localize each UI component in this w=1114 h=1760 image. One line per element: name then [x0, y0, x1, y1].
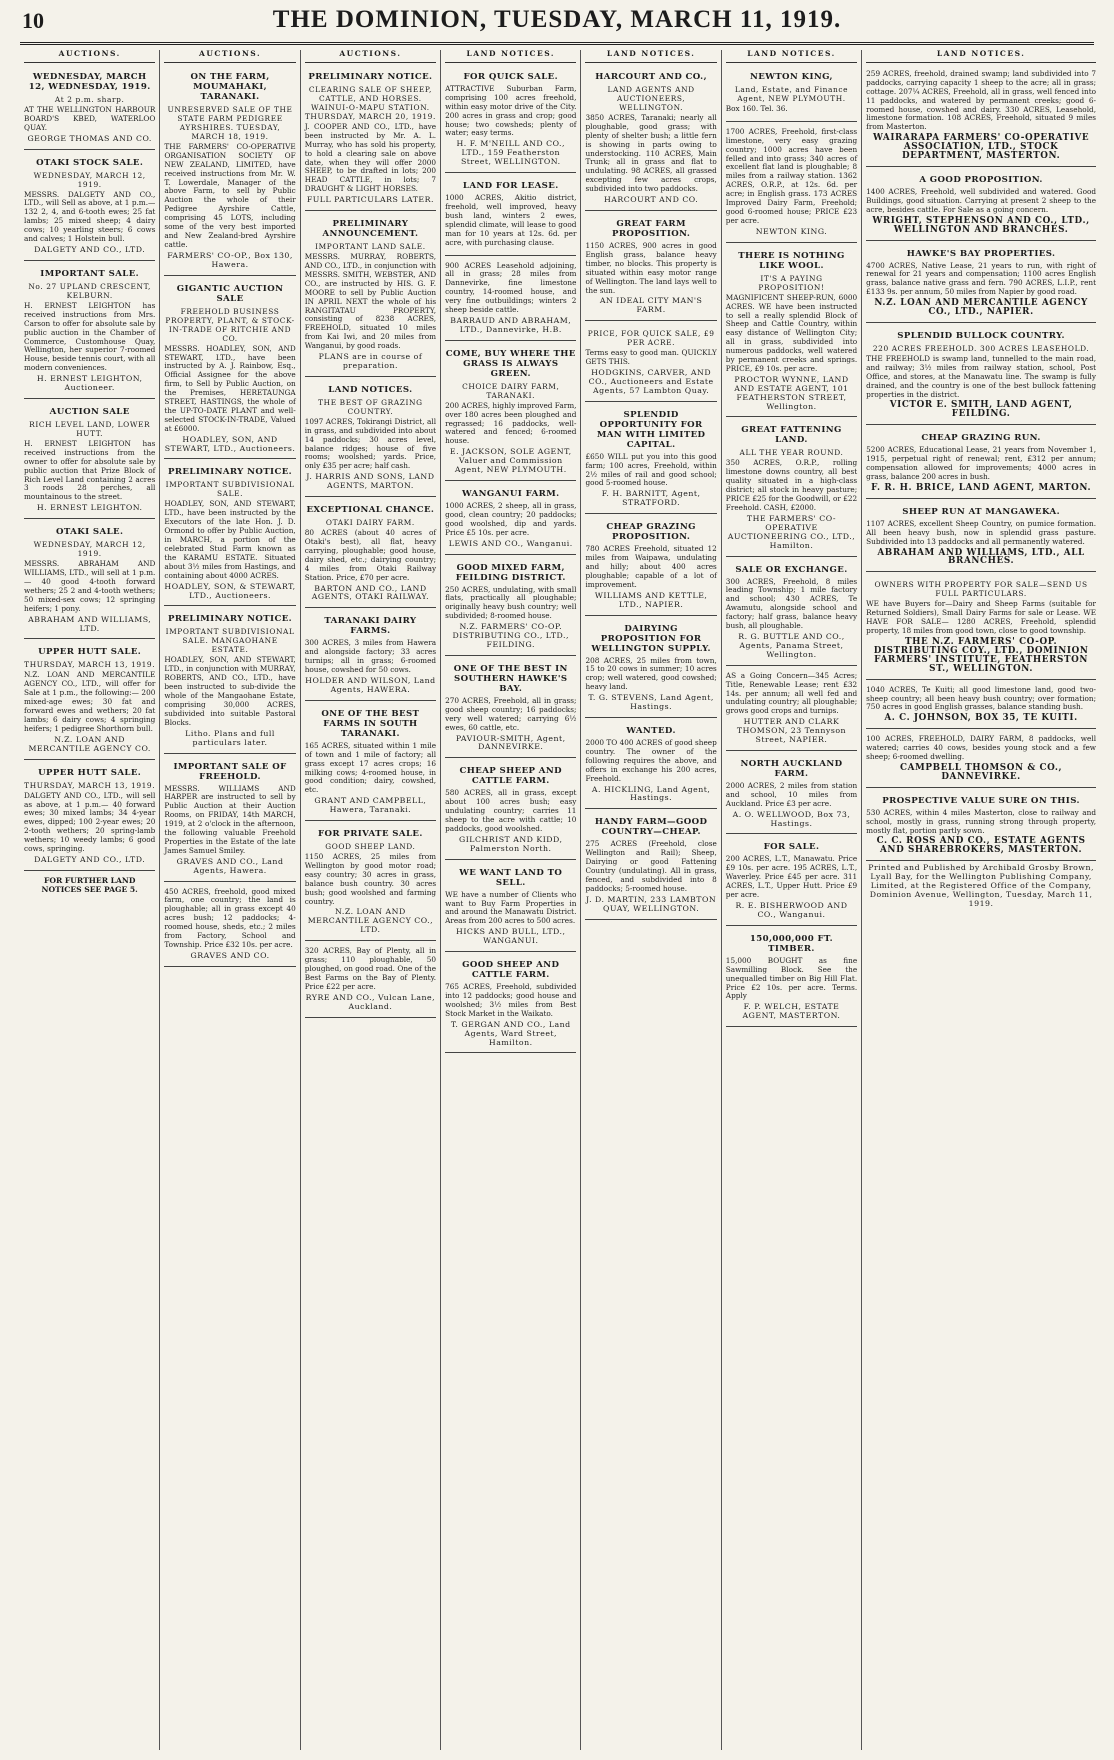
ad-signature: H. ERNEST LEIGHTON, Auctioneer.	[36, 374, 143, 393]
advertisement	[164, 609, 295, 753]
ad-signature: FULL PARTICULARS LATER.	[306, 195, 434, 205]
masthead-rule	[20, 42, 1094, 45]
ad-signature: BARTON AND CO., LAND AGENTS, OTAKI RAILWAY.	[311, 583, 430, 602]
ad-body: 4700 ACRES, Native Lease, 21 years to run, with right of renewal for 21 years and compensation; 1100 acres English grass, balance native grass and fern. 790 ACRES, L.I.P., rent £133 9s. per annum, 50 miles from Napier by good road.	[866, 260, 1097, 297]
ad-signature: VICTOR E. SMITH, LAND AGENT, FEILDING.	[889, 400, 1073, 420]
advertisement	[726, 560, 857, 666]
advertisement	[726, 420, 857, 556]
ad-heading: CHEAP GRAZING RUN.	[921, 433, 1041, 444]
ad-body: MESSRS. MURRAY, ROBERTS, AND CO., LTD., in conjunction with MESSRS. SMITH, WEBSTER, AND CO., are instructed by HIS. G. F. MOORE to sell by Public Auction IN APRIL NEXT the whole of his RANGITATAU PROPERTY, consisting of 8238 ACRES, FREEHOLD, situated 10 miles from Kai Iwi, and 20 miles from Wanganui, by good roads.	[304, 252, 437, 351]
ad-heading: CHEAP GRAZING PROPOSITION.	[606, 522, 696, 543]
column-header: AUCTIONS.	[164, 50, 295, 63]
ad-subheading: IMPORTANT LAND SALE.	[315, 242, 426, 252]
ad-body: WE have Buyers for—Dairy and Sheep Farms (suitable for Returned Soldiers), Small Dairy Farms for sale or Lease. WE HAVE FOR SALE— 1280 ACRES, Freehold, splendid property, 18 miles from good town, close to good township.	[866, 599, 1097, 636]
ad-body: 208 ACRES, 25 miles from town, 15 to 20 cows in summer; 10 acres crop; well watered, good cowshed; heavy land.	[585, 655, 717, 692]
ad-subheading: LAND AGENTS AND AUCTIONEERS, WELLINGTON.	[607, 84, 695, 112]
ad-subheading: ALL THE YEAR ROUND.	[739, 448, 844, 458]
advertisement	[305, 500, 436, 608]
ad-signature: HUTTER AND CLARK THOMSON, 23 Tennyson Street, NAPIER.	[736, 717, 847, 745]
ad-signature: HICKS AND BULL, LTD., WANGANUI.	[456, 927, 566, 946]
advertisement	[164, 462, 295, 606]
advertisement	[445, 259, 576, 341]
advertisement	[866, 683, 1096, 730]
advertisement	[445, 484, 576, 555]
advertisement	[585, 67, 716, 211]
column-header: LAND NOTICES.	[585, 50, 716, 63]
ad-heading: FOR PRIVATE SALE.	[318, 829, 423, 840]
ad-signature: A. C. JOHNSON, BOX 35, TE KUITI.	[884, 713, 1078, 724]
ad-signature: GEORGE THOMAS AND CO.	[27, 133, 152, 143]
ad-body: 1150 ACRES, 25 miles from Wellington by good motor road; easy country; 30 acres in grass, balance bush country. 30 acres bush; good woolshed and farming country.	[304, 852, 437, 906]
ad-heading: WEDNESDAY, MARCH 12, WEDNESDAY, 1919.	[28, 71, 151, 92]
advertisement	[585, 214, 716, 321]
advertisement	[726, 67, 857, 122]
ad-heading: WANGANUI FARM.	[462, 489, 560, 499]
ad-body: 1107 ACRES, excellent Sheep Country, on pumice formation. All been heavy bush, now in splendid grass pasture. Subdivided into 13 paddocks and all permanently watered.	[866, 518, 1097, 546]
ad-body: 320 ACRES, Bay of Plenty, all in grass; 110 ploughable, 50 ploughed, on good road. One of the Best Farms on the Bay of Plenty. Price £22 per acre.	[304, 946, 437, 991]
ad-signature: PROCTOR WYNNE, LAND AND ESTATE AGENT, 101 FEATHERSTON STREET, Wellington.	[734, 374, 849, 411]
ad-subheading: IMPORTANT SUBDIVISIONAL SALE.	[165, 480, 295, 499]
ad-heading: AUCTION SALE	[49, 406, 130, 417]
advertisement	[24, 67, 155, 150]
advertisement	[866, 428, 1096, 499]
ad-body: MESSRS. DALGETY AND CO., LTD., will Sell as above, at 1 p.m.— 132 2, 4, and 6-tooth ewes; 25 fat lambs; 25 mixed sheep; 4 dairy cows; 10 yearling steers; 6 cows and calves; 1 Holstein bull.	[24, 189, 156, 244]
ad-subheading: RICH LEVEL LAND, LOWER HUTT.	[29, 419, 151, 438]
column-4	[441, 50, 581, 1750]
ad-body: 1000 ACRES, Akitio district, freehold, well improved, heavy bush land, winters 2 ewes, splendid climate, will lease to good man for 10 years at 12s. 6d. per acre, with purchasing clause.	[445, 193, 577, 247]
ad-body: AS a Going Concern—345 Acres; Title, Renewable Lease; rent £32 14s. per annum; all well fed and undulating country; all ploughable; grows good crops and turnips.	[725, 670, 858, 716]
advertisement	[164, 279, 295, 460]
ad-signature: H. ERNEST LEIGHTON.	[36, 503, 143, 513]
ad-heading: HARCOURT AND CO.,	[595, 71, 707, 82]
ad-body: 15,000 BOUGHT as fine Sawmilling Block. See the unequalled timber on Big Hill Flat. Price £2 10s. per acre. Terms. Apply	[725, 955, 858, 1001]
ad-signature: N.Z. LOAN AND MERCANTILE AGENCY CO.	[28, 734, 151, 753]
ad-signature: CAMPBELL THOMSON & CO., DANNEVIRKE.	[899, 762, 1063, 782]
ad-heading: IMPORTANT SALE.	[40, 268, 140, 279]
ad-signature: ABRAHAM AND WILLIAMS, LTD.	[28, 614, 152, 633]
newspaper-title: THE DOMINION, TUESDAY, MARCH 11, 1919.	[272, 6, 842, 33]
ad-subheading: No. 27 UPLAND CRESCENT, KELBURN.	[28, 281, 151, 300]
ad-signature: HARCOURT AND CO.	[604, 195, 699, 205]
advertisement	[305, 824, 436, 941]
ad-signature: J. D. MARTIN, 233 LAMBTON QUAY, WELLINGTON.	[586, 894, 717, 913]
ad-heading: COME, BUY WHERE THE GRASS IS ALWAYS GREEN.	[445, 348, 576, 379]
advertisement	[726, 754, 857, 835]
ad-body: 580 ACRES, all in grass, except about 100 acres bush; easy undulating country; carries 11 sheep to the acre with cattle; 10 paddocks, good woolshed.	[445, 788, 577, 833]
ad-heading: IMPORTANT SALE OF FREEHOLD.	[173, 761, 287, 782]
ad-heading: HANDY FARM—GOOD COUNTRY—CHEAP.	[594, 817, 708, 838]
ad-subheading: Land, Estate, and Finance Agent, NEW PLYMOUTH.	[734, 84, 849, 103]
ad-signature: Litho. Plans and full particulars later.	[185, 728, 275, 747]
columns-container	[20, 50, 1100, 1750]
ad-subheading: WEDNESDAY, MARCH 12, 1919.	[33, 170, 146, 189]
ad-body: 1150 ACRES, 900 acres in good English grass, balance heavy timber, no blocks. This property is situated within easy motor range of Wellington. The land lays well to the sun.	[585, 240, 717, 295]
ad-heading: SALE OR EXCHANGE.	[735, 564, 848, 575]
ad-heading: SHEEP RUN AT MANGAWEKA.	[902, 506, 1060, 517]
ad-heading: OTAKI SALE.	[55, 527, 124, 538]
ad-signature: HODGKINS, CARVER, AND CO., Auctioneers and Estate Agents, 57 Lambton Quay.	[588, 368, 714, 395]
ad-heading: ON THE FARM, MOUMAHAKI, TARANAKI.	[190, 71, 270, 102]
ad-heading: CHEAP SHEEP AND CATTLE FARM.	[459, 766, 562, 787]
ad-subheading: IMPORTANT SUBDIVISIONAL SALE. MANGAOHANE ESTATE.	[165, 627, 295, 655]
ad-heading: PRELIMINARY NOTICE.	[168, 467, 293, 478]
advertisement	[585, 324, 716, 402]
ad-heading: GREAT FATTENING LAND.	[741, 425, 842, 446]
ad-signature: H. F. M'NEILL AND CO., LTD., 159 Featherston Street, WELLINGTON.	[456, 139, 566, 167]
ad-signature: F. P. WELCH, ESTATE AGENT, MASTERTON.	[742, 1002, 841, 1021]
ad-heading: FOR QUICK SALE.	[463, 71, 558, 82]
ad-subheading: FREEHOLD BUSINESS PROPERTY, PLANT, & STOCK-IN-TRADE OF RITCHIE AND CO.	[165, 306, 295, 343]
ad-subheading: IT'S A PAYING PROPOSITION!	[758, 273, 825, 292]
ad-body: DALGETY AND CO., LTD., will sell as above, at 1 p.m.— 40 forward ewes; 30 mixed lambs; 34 4-year ewes, dipped; 100 2-year ewes; 20 2-tooth wethers; 20 spring-lamb wethers; 10 weedy lambs; 6 good cows, springing.	[24, 790, 156, 854]
advertisement	[866, 67, 1096, 167]
ad-body: 80 ACRES (about 40 acres of Otaki's best), all flat, heavy carrying, ploughable; good house, dairy shed, etc.; dairying country; 4 miles from Otaki Railway Station. Price, £70 per acre.	[304, 528, 437, 582]
ad-heading: ONE OF THE BEST IN SOUTHERN HAWKE'S BAY.	[453, 663, 568, 694]
advertisement	[445, 659, 576, 758]
ad-heading: UPPER HUTT SALE.	[38, 767, 142, 778]
ad-body: 2000 TO 400 ACRES of good sheep country. The owner of the following requires the above, and offers in exchange his 200 acres, Freehold.	[585, 737, 717, 783]
advertisement	[164, 885, 295, 967]
ad-heading: GIGANTIC AUCTION SALE	[176, 283, 284, 304]
advertisement	[866, 170, 1096, 241]
ad-signature: R. E. BISHERWOOD AND CO., Wanganui.	[735, 901, 848, 919]
ad-heading: NEWTON KING,	[749, 71, 833, 82]
ad-subheading: THE BEST OF GRAZING COUNTRY.	[318, 397, 423, 416]
ad-body: 2000 ACRES, 2 miles from station and school, 10 miles from Auckland. Price £3 per acre.	[725, 780, 858, 808]
ad-signature: N.Z. LOAN AND MERCANTILE AGENCY CO., LTD., NAPIER.	[874, 298, 1088, 318]
ad-heading: WE WANT LAND TO SELL.	[459, 867, 563, 888]
ad-body: 530 ACRES, within 4 miles Masterton, close to railway and school, mostly in grass, running strong through property, mostly flat, portion partly sown.	[866, 807, 1097, 835]
ad-body: THE FARMERS' CO-OPERATIVE ORGANISATION SOCIETY OF NEW ZEALAND, LIMITED, have received instructions from Mr. W. T. Lowerdale, Manager of the above Farm, to sell by Public Auction the whole of their Pedigree Ayrshire Cattle, comprising 45 LOTS, including some of the very best imported and New Zealand-bred Ayrshire cattle.	[164, 141, 296, 249]
ad-body: 765 ACRES, Freehold, subdivided into 12 paddocks; good house and woolshed; 3½ miles from Best Stock Market in the Waikato.	[445, 982, 577, 1018]
ad-signature: N.Z. FARMERS' CO-OP. DISTRIBUTING CO., LTD., FEILDING.	[452, 622, 569, 649]
ad-subheading: THURSDAY, MARCH 13, 1919.	[24, 780, 156, 790]
ad-body: 270 ACRES, Freehold, all in grass; good sheep country; 16 paddocks; very well watered; carrying 6½ ewes, 60 cattle, etc.	[445, 695, 577, 732]
column-3	[301, 50, 441, 1750]
column-header: LAND NOTICES.	[445, 50, 576, 63]
ad-body: HOADLEY, SON, AND STEWART, LTD., have been instructed by the Executors of the late Hon. J. D. Ormond to offer by Public Auction, in MARCH, a portion of the celebrated Stud Farm known as the KARAMU ESTATE. Situated about 3½ miles from Hastings, and containing about 4000 ACRES.	[164, 499, 296, 580]
ad-signature: F. H. BARNITT, Agent, STRATFORD.	[601, 489, 701, 508]
ad-heading: PRELIMINARY NOTICE.	[168, 614, 293, 625]
ad-signature: T. GERGAN AND CO., Land Agents, Ward Street, Hamilton.	[450, 1019, 571, 1047]
ad-subheading: THURSDAY, MARCH 13, 1919.	[24, 660, 156, 670]
advertisement	[726, 125, 857, 243]
ad-body: £650 WILL put you into this good farm; 100 acres, Freehold, within 2½ miles of rail and good school; good 5-roomed house.	[585, 451, 717, 488]
ad-signature: AN IDEAL CITY MAN'S FARM.	[599, 296, 703, 315]
ad-signature: RYRE AND CO., Vulcan Lane, Auckland.	[305, 992, 436, 1011]
ad-heading: LAND NOTICES.	[328, 384, 413, 395]
ad-signature: DALGETY AND CO., LTD.	[34, 244, 146, 254]
advertisement	[866, 326, 1096, 425]
ad-signature: R. G. BUTTLE AND CO., Agents, Panama Street, Wellington.	[738, 631, 845, 659]
ad-signature: PLANS are in course of preparation.	[318, 352, 423, 370]
ad-body: N.Z. LOAN AND MERCANTILE AGENCY CO., LTD., will offer for Sale at 1 p.m., the following:— 200 mixed-age ewes; 30 fat and forward ewes and wethers; 20 fat lambs; 6 dairy cows; 4 springing heifers; 1 pedigree Shorthorn bull.	[24, 670, 156, 733]
ad-signature: A. HICKLING, Land Agent, Hastings.	[591, 784, 711, 803]
ad-heading: PROSPECTIVE VALUE SURE ON THIS.	[882, 795, 1080, 806]
ad-signature: N.Z. LOAN AND MERCANTILE AGENCY CO., LTD.	[307, 907, 434, 935]
advertisement	[866, 244, 1096, 323]
advertisement	[164, 757, 295, 882]
ad-signature: PAVIOUR-SMITH, Agent, DANNEVIRKE.	[455, 733, 566, 752]
ad-subheading: CLEARING SALE OF SHEEP, CATTLE, AND HORSES. WAINUI-O-MAPU STATION. THURSDAY, MARCH 20, 1919.	[304, 84, 436, 121]
ad-subheading: WEDNESDAY, MARCH 12, 1919.	[33, 540, 146, 559]
ad-signature: GRAVES AND CO., Land Agents, Hawera.	[176, 856, 284, 875]
ad-signature: FARMERS' CO-OP., Box 130, Hawera.	[167, 250, 293, 269]
page-number: 10	[22, 8, 44, 33]
advertisement	[445, 558, 576, 656]
ad-body: 5200 ACRES, Educational Lease, 21 years from November 1, 1915, perpetual right of renewal; rent, £312 per annum; compensation allowed for improvements; 4000 acres in grass, balance 200 acres in bush.	[866, 445, 1097, 481]
advertisement	[726, 669, 857, 751]
advertisement	[866, 575, 1096, 679]
ad-signature: NEWTON KING.	[755, 226, 828, 236]
ad-signature: A. O. WELLWOOD, Box 73, Hastings.	[732, 809, 851, 828]
advertisement	[24, 642, 155, 759]
advertisement	[305, 67, 436, 211]
ad-heading: GOOD MIXED FARM, FEILDING DISTRICT.	[455, 562, 566, 583]
ad-body: 100 ACRES, FREEHOLD, DAIRY FARM, 8 paddocks, well watered; carries 40 cows, besides young stock and a few sheep; 6-roomed dwelling.	[866, 734, 1097, 762]
ad-body: 200 ACRES, L.T., Manawatu. Price £9 10s. per acre. 195 ACRES, L.T., Waverley. Price £45 per acre. 311 ACRES, L.T., Upper Hutt. Price £9 per acre.	[725, 854, 858, 900]
ad-body: 1097 ACRES, Tokirangi District, all in grass, and subdivided into about 14 paddocks; 30 acres level, balance ridges; house of five rooms; woolshed; yards. Price, only £35 per acre; half cash.	[304, 416, 437, 471]
ad-body: H. ERNEST LEIGHTON has received instructions from Mrs. Carson to offer for absolute sale by public auction in the Chamber of Commerce, Customhouse Quay, Wellington, her superior 7-roomed House, beside tennis court, with all modern conveniences.	[24, 300, 156, 373]
ad-subheading: OWNERS WITH PROPERTY FOR SALE—SEND US FULL PARTICULARS.	[874, 580, 1088, 599]
ad-body: 3850 ACRES, Taranaki; nearly all ploughable, good grass; with plenty of shelter bush; a little fern is showing in parts owing to understocking. 110 ACRES, Main Trunk; all in grass and flat to undulating. 98 ACRES, all grassed excepting few acres crops, subdivided into two paddocks.	[585, 112, 717, 194]
advertisement	[24, 402, 155, 519]
advertisement	[445, 955, 576, 1053]
advertisement	[585, 517, 716, 615]
ad-heading: A GOOD PROPOSITION.	[919, 174, 1043, 185]
ad-body: 1040 ACRES, Te Kuiti; all good limestone land, good two-sheep country; all been heavy bush country; over formation; 750 acres in good English grasses, balance standing bush.	[866, 684, 1097, 712]
advertisement	[445, 67, 576, 173]
see-page-note: FOR FURTHER LAND NOTICES SEE PAGE 5.	[41, 875, 138, 894]
ad-body: MAGNIFICENT SHEEP-RUN, 6000 ACRES. WE have been instructed to sell a really splendid Block of Sheep and Cattle Country, within easy distance of Wellington City; all in grass, subdivided into numerous paddocks, well watered by permanent creeks and springs. PRICE, £9 10s. per acre.	[725, 292, 858, 373]
column-7	[862, 50, 1100, 1750]
ad-body: 1000 ACRES, 2 sheep, all in grass, good, clean country; 20 paddocks; good woolshed, dip and yards. Price £5 10s. per acre.	[445, 501, 577, 537]
ad-heading: OTAKI STOCK SALE.	[36, 157, 144, 168]
column-header: AUCTIONS.	[24, 50, 155, 63]
advertisement	[866, 502, 1096, 573]
ad-signature: ABRAHAM AND WILLIAMS, LTD., ALL BRANCHES.	[877, 547, 1085, 567]
advertisement	[24, 153, 155, 261]
ad-signature: F. R. H. BRICE, LAND AGENT, MARTON.	[871, 482, 1092, 493]
ad-body: 250 ACRES, undulating, with small flats, practically all ploughable; originally heavy bush country; well subdivided; 8-roomed house.	[445, 584, 577, 621]
ad-body: ATTRACTIVE Suburban Farm, comprising 100 acres freehold, within easy motor drive of the City. 200 acres in grass and crop; good house; two cowsheds; plenty of water; easy terms.	[445, 83, 577, 138]
ad-signature: DALGETY AND CO., LTD.	[34, 854, 146, 864]
ad-heading: GOOD SHEEP AND CATTLE FARM.	[462, 960, 560, 981]
ad-signature: THE FARMERS' CO-OPERATIVE AUCTIONEERING CO., LTD., Hamilton.	[727, 513, 856, 550]
advertisement	[585, 405, 716, 514]
ad-heading: UPPER HUTT SALE.	[38, 647, 142, 658]
advertisement	[24, 763, 155, 871]
column-header: AUCTIONS.	[305, 50, 436, 63]
ad-heading: HAWKE'S BAY PROPERTIES.	[906, 248, 1056, 259]
ad-signature: J. HARRIS AND SONS, LAND AGENTS, MARTON.	[306, 472, 435, 491]
ad-body: 780 ACRES Freehold, situated 12 miles from Waipawa, undulating and hilly; about 400 acres ploughable; capable of a lot of improvement.	[585, 544, 717, 589]
advertisement	[305, 704, 436, 821]
ad-body: MESSRS. WILLIAMS AND HARPER are instructed to sell by Public Auction at their Auction Rooms, on FRIDAY, 14th MARCH, 1919, at 2 o'clock in the afternoon, the following valuable Freehold Properties in the Estate of the late James Samuel Smiley.	[164, 783, 296, 855]
ad-heading: NORTH AUCKLAND FARM.	[740, 758, 843, 779]
advertisement	[305, 380, 436, 497]
ad-heading: THERE IS NOTHING LIKE WOOL.	[738, 250, 845, 271]
ad-heading: FOR SALE.	[763, 842, 820, 853]
ad-heading: PRELIMINARY NOTICE.	[308, 71, 433, 82]
ad-signature: HOADLEY, SON, & STEWART, LTD., Auctioneers.	[164, 581, 296, 600]
ad-signature: WRIGHT, STEPHENSON AND CO., LTD., WELLINGTON AND BRANCHES.	[872, 215, 1090, 235]
ad-signature: WAIRARAPA FARMERS' CO-OPERATIVE ASSOCIATION, LTD., STOCK DEPARTMENT, MASTERTON.	[873, 133, 1090, 162]
ad-body: THE FREEHOLD is swamp land, tunnelled to the main road, and railway; 3½ miles from railway station, school, Post Office, and stores, at the Manawatu line. The swamp is fully drained, and the country is one of the best bullock fattening properties in the district.	[866, 353, 1097, 399]
ad-subheading: At 2 p.m. sharp.	[54, 94, 125, 104]
ad-body: J. COOPER AND CO., LTD., have been instructed by Mr. A. L. Murray, who has sold his property, to hold a clearing sale on above date, when they will offer 2000 SHEEP, to be drafted in lots; 200 HEAD CATTLE, in lots; 7 DRAUGHT & LIGHT HORSES.	[304, 121, 437, 194]
column-6	[722, 50, 862, 1750]
advertisement	[24, 264, 155, 399]
ad-body: 900 ACRES Leasehold adjoining, all in grass; 28 miles from Dannevirke, fine limestone country, 14-roomed house, and very fine outbuildings; winters 2 sheep beside cattle.	[445, 260, 577, 315]
ad-heading: 150,000,000 FT. TIMBER.	[749, 933, 834, 954]
ad-signature: GRAVES AND CO.	[190, 950, 270, 960]
advertisement	[445, 176, 576, 255]
ad-body: 259 ACRES, freehold, drained swamp; land subdivided into 7 paddocks, carrying capacity 1 sheep to the acre; all in grass; cottage. 207¼ ACRES, Freehold, all in grass, well fenced into 11 paddocks, and watered by permanent creeks; good 6-roomed house, cowshed and dairy. 330 ACRES, Leasehold, limestone formation. 108 ACRES, Freehold, situated 9 miles from Masterton.	[866, 68, 1097, 132]
advertisement	[445, 761, 576, 859]
ad-subheading: PRICE, FOR QUICK SALE, £9 PER ACRE.	[587, 329, 715, 348]
advertisement	[445, 863, 576, 952]
ad-signature: GRANT AND CAMPBELL, Hawera, Taranaki.	[314, 796, 427, 815]
column-1	[20, 50, 160, 1750]
ad-body: 165 ACRES, situated within 1 mile of town and 1 mile of factory; all grass except 17 acres crops; 16 milking cows; 4-roomed house, in good condition; dairy, cowshed, etc.	[304, 740, 437, 795]
ad-body: 275 ACRES (Freehold, close Wellington and Rail); Sheep, Dairying or good Fattening Country (undulating). All in grass, fenced, and subdivided into 8 paddocks; 5-roomed house.	[585, 839, 717, 893]
column-header: LAND NOTICES.	[726, 50, 857, 63]
ad-signature: E. JACKSON, SOLE AGENT, Valuer and Commission Agent, NEW PLYMOUTH.	[449, 447, 572, 475]
ad-subheading: OTAKI DAIRY FARM.	[325, 518, 415, 528]
ad-heading: LAND FOR LEASE.	[462, 181, 559, 192]
ad-signature: T. G. STEVENS, Land Agent, Hastings.	[588, 693, 714, 712]
column-5	[581, 50, 721, 1750]
advertisement	[445, 344, 576, 481]
ad-body: 200 ACRES, highly improved Farm, over 180 acres been ploughed and regrassed; 16 paddocks, well-watered and fenced; 6-roomed house.	[445, 400, 577, 446]
ad-heading: DAIRYING PROPOSITION FOR WELLINGTON SUPPLY.	[591, 623, 711, 654]
advertisement	[585, 619, 716, 718]
ad-body: MESSRS. HOADLEY, SON, AND STEWART, LTD., have been instructed by A. J. Rainbow, Esq., Official Assignee for the above firm, to Sell by Public Auction, on the Premises, HERETAUNGA STREET, HASTINGS, the whole of the UP-TO-DATE PLANT and well-selected STOCK-IN-TRADE, Valued at £6000.	[164, 343, 296, 433]
column-2	[160, 50, 300, 1750]
ad-body: 1400 ACRES, Freehold, well subdivided and watered. Good Buildings, good situation. Carrying at present 2 sheep to the acre, besides cattle. For Sale as a going concern.	[866, 186, 1097, 214]
advertisement	[866, 732, 1096, 788]
advertisement	[305, 611, 436, 700]
ad-signature: GILCHRIST AND KIDD, Palmerston North.	[459, 834, 563, 853]
ad-body: 350 ACRES, O.R.P., rolling limestone downs country, all best quality situated in a high-class district; all stock in heavy pasture; PRICE £25 for the Goodwill, or £22 Freehold. CASH, £2000.	[725, 458, 858, 512]
ad-signature: WILLIAMS AND KETTLE, LTD., NAPIER.	[594, 590, 708, 609]
advertisement	[585, 812, 716, 919]
advertisement	[726, 929, 857, 1027]
masthead	[0, 0, 1114, 46]
advertisement	[726, 837, 857, 925]
ad-body: MESSRS. ABRAHAM AND WILLIAMS, LTD., will sell at 1 p.m.— 40 good 4-tooth forward wethers; 25 2 and 4-tooth wethers; 50 mixed-sex cows; 12 springing heifers; 1 pony.	[24, 559, 156, 613]
ad-subheading: UNRESERVED SALE OF THE STATE FARM PEDIGREE AYRSHIRES. TUESDAY, MARCH 18, 1919.	[167, 104, 293, 141]
ad-heading: EXCEPTIONAL CHANCE.	[306, 505, 435, 516]
ad-signature: LEWIS AND CO., Wanganui.	[448, 538, 573, 548]
ad-body: 300 ACRES, Freehold, 8 miles leading Township; 1 mile factory and school; 430 ACRES, Te Awamutu, alongside school and factory; half grass, balance heavy bush, all ploughable.	[725, 576, 858, 631]
ad-heading: ONE OF THE BEST FARMS IN SOUTH TARANAKI.	[321, 708, 420, 739]
ad-heading: TARANAKI DAIRY FARMS.	[324, 616, 417, 637]
ad-signature: HOADLEY, SON, AND STEWART, LTD., Auctioneers.	[164, 434, 296, 453]
ad-signature: BARRAUD AND ABRAHAM, LTD., Dannevirke, H.B.	[450, 315, 572, 334]
ad-body: WE have a number of Clients who want to Buy Farm Properties in and around the Manawatu District. Areas from 200 acres to 500 acres.	[445, 889, 577, 926]
ad-body: 1700 ACRES, Freehold, first-class limestone, very easy grazing country; 1000 acres have been felled and into grass; 340 acres of excellent flat land is ploughable; 8 miles from a railway station. 1362 ACRES, O.R.P., at 12s. 6d. per acre; in English grass. 173 ACRES Improved Dairy Farm, Freehold; good 6-roomed house; PRICE £23 per acre.	[725, 126, 858, 225]
ad-heading: WANTED.	[626, 725, 676, 736]
ad-signature: C. C. ROSS AND CO., ESTATE AGENTS AND SHAREBROKERS, MASTERTON.	[876, 836, 1086, 856]
ad-body: HOADLEY, SON, AND STEWART, LTD., in conjunction with MURRAY, ROBERTS, AND CO., LTD., have been instructed to sub-divide the whole of the Mangaohane Estate, comprising 30,000 ACRES, subdivided into suitable Pastoral Blocks.	[164, 655, 296, 727]
advertisement	[585, 721, 716, 809]
ad-heading: PRELIMINARY ANNOUNCEMENT.	[322, 219, 419, 240]
advertisement	[726, 246, 857, 418]
advertisement	[305, 214, 436, 377]
ad-signature: HOLDER AND WILSON, Land Agents, HAWERA.	[305, 675, 436, 694]
ad-body: H. ERNEST LEIGHTON has received instructions from the owner to offer for absolute sale by public auction that Prize Block of Rich Level Land containing 2 acres 3 roods 28 perches, all mountainous to the street.	[24, 438, 156, 502]
ad-subheading: CHOICE DAIRY FARM, TARANAKI.	[462, 381, 560, 400]
advertisement	[866, 791, 1096, 862]
ad-subheading: GOOD SHEEP LAND.	[325, 842, 416, 852]
ad-heading: SPLENDID BULLOCK COUNTRY.	[897, 330, 1065, 341]
advertisement	[24, 522, 155, 639]
printer-imprint: Printed and Published by Archibald Grosby Brown, Lyall Bay, for the Wellington Publishing Company, Limited, at the Registered Office of the Company, Dominion Avenue, Wellington, Tuesday, March 11, 1919.	[868, 863, 1094, 908]
advertisement	[164, 67, 295, 276]
advertisement	[305, 944, 436, 1017]
ad-heading: GREAT FARM PROPOSITION.	[611, 218, 691, 239]
ad-body: 300 ACRES, 3 miles from Hawera and alongside factory; 33 acres turnips; all in grass; 6-roomed house, cowshed for 50 cows.	[304, 638, 437, 675]
ad-body: Box 160. Tel. 36.	[725, 103, 788, 113]
ad-body: AT THE WELLINGTON HARBOUR BOARD'S KBED, WATERLOO QUAY.	[24, 104, 156, 132]
ad-heading: SPLENDID OPPORTUNITY FOR MAN WITH LIMITED CAPITAL.	[596, 409, 706, 450]
ad-signature: THE N.Z. FARMERS' CO-OP. DISTRIBUTING COY., LTD., DOMINION FARMERS' INSTITUTE, FEATHERSTON ST., WELLINGTON.	[873, 636, 1089, 674]
ad-body: 450 ACRES, freehold, good mixed farm, one country; the land is ploughable; all in grass except 40 acres bush; 12 paddocks; 4-roomed house, sheds, etc.; 2 miles from Factory, School and Township. Price £32 10s. per acre.	[164, 886, 296, 949]
ad-subheading: 220 ACRES FREEHOLD. 300 ACRES LEASEHOLD.	[872, 343, 1090, 353]
ad-body: Terms easy to good man. QUICKLY GETS THIS.	[585, 348, 717, 367]
column-header: LAND NOTICES.	[866, 50, 1096, 63]
